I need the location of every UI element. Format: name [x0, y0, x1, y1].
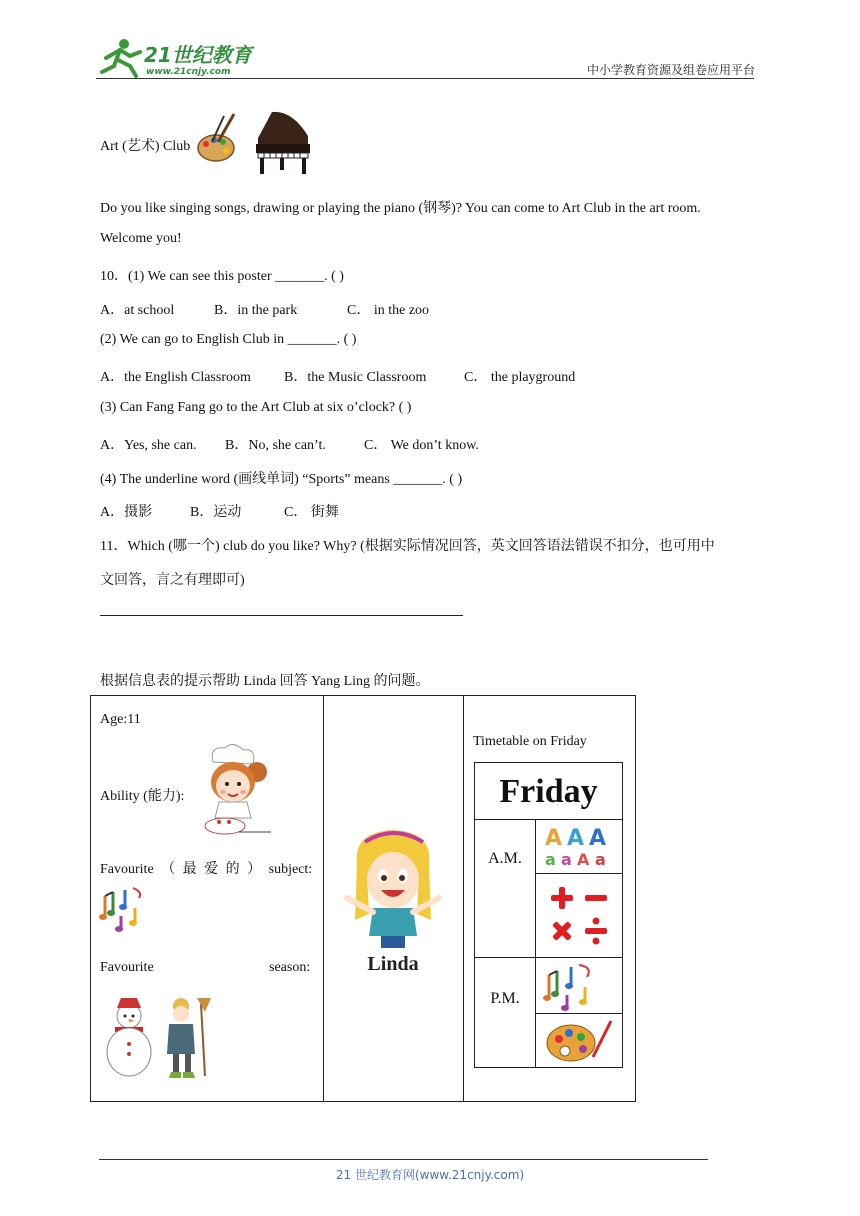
- site-logo: [96, 36, 256, 78]
- option-a[interactable]: A．the English Classroom: [100, 370, 251, 385]
- ability-label: Ability (能力):: [100, 789, 185, 804]
- english-abc-icon: [535, 819, 622, 874]
- palette-icon: [196, 112, 238, 167]
- q11-question-line1: 11．Which (哪一个) club do you like? Why? (根据实际情况回答，英文回答语法错误不扣分，也可用中: [100, 539, 715, 554]
- option-c[interactable]: C． 街舞: [284, 505, 339, 520]
- pm-label: P.M.: [475, 957, 536, 1067]
- timetable-title: Timetable on Friday: [473, 734, 587, 749]
- option-b[interactable]: B．No, she can’t.: [225, 438, 326, 453]
- favourite-subject-label: [100, 858, 314, 878]
- svg-text:A: A: [577, 850, 590, 869]
- timetable-day: Friday: [475, 763, 622, 820]
- logo-text: 21世纪教育: [144, 43, 252, 67]
- linda-character-icon: [333, 824, 453, 974]
- favourite-season-label-left: Favourite: [100, 960, 154, 975]
- q10-part4-question: (4) The underline word (画线单词) “Sports” means _______. ( ): [100, 472, 463, 487]
- poster-title: Art (艺术) Club: [100, 139, 191, 154]
- timetable-grid: [474, 762, 623, 1068]
- winter-snowman-icon: [101, 994, 219, 1084]
- info-column: [91, 696, 324, 1101]
- favourite-season-label-right: season:: [269, 960, 311, 975]
- svg-text:A: A: [589, 826, 607, 851]
- option-a[interactable]: A．at school: [100, 303, 175, 318]
- answer-line[interactable]: [100, 615, 463, 616]
- option-c[interactable]: C． in the zoo: [347, 303, 430, 318]
- header-platform-text: 中小学教育资源及组卷应用平台: [586, 63, 755, 77]
- age-label: Age:11: [100, 712, 141, 727]
- linda-name: Linda: [367, 953, 419, 974]
- profile-column: [323, 696, 464, 1101]
- svg-text:a: a: [561, 850, 572, 869]
- poster-text-line2: Welcome you!: [100, 231, 182, 246]
- section-instruction: 根据信息表的提示帮助 Linda 回答 Yang Ling 的问题。: [100, 674, 430, 689]
- svg-text:A: A: [545, 826, 563, 851]
- option-c[interactable]: C． We don’t know.: [364, 438, 479, 453]
- favourite-subject-text: Favourite （ 最 爱 的 ） subject:: [100, 862, 313, 877]
- music-notes-icon: [99, 886, 151, 932]
- poster-text-line1: Do you like singing songs, drawing or playing the piano (钢琴)? You can come to Art Club in the art room.: [100, 201, 701, 216]
- music-lesson-icon: [535, 957, 622, 1014]
- option-c[interactable]: C． the playground: [464, 370, 576, 385]
- am-label: A.M.: [475, 819, 536, 958]
- chef-girl-icon: [195, 742, 271, 838]
- svg-text:A: A: [567, 826, 585, 851]
- runner-icon: [102, 39, 140, 76]
- q11-question-line2: 文回答，言之有理即可): [100, 573, 245, 588]
- option-b[interactable]: B．in the park: [214, 303, 298, 318]
- option-a[interactable]: A．Yes, she can.: [100, 438, 197, 453]
- option-a[interactable]: A．摄影: [100, 505, 153, 520]
- piano-icon: [252, 108, 314, 176]
- q10-part1-question: 10．(1) We can see this poster _______. ( ): [100, 269, 344, 284]
- art-palette-icon: [535, 1013, 622, 1067]
- svg-text:a: a: [595, 850, 606, 869]
- q10-part2-question: (2) We can go to English Club in _______. ( ): [100, 332, 357, 347]
- logo-url: www.21cnjy.com: [146, 67, 231, 77]
- header-rule: [96, 78, 754, 79]
- footer-rule: [99, 1159, 708, 1160]
- q10-part3-question: (3) Can Fang Fang go to the Art Club at six o’clock? ( ): [100, 400, 412, 415]
- svg-text:a: a: [545, 850, 556, 869]
- maths-symbols-icon: [535, 873, 622, 958]
- option-b[interactable]: B．运动: [190, 505, 242, 520]
- option-b[interactable]: B．the Music Classroom: [284, 370, 427, 385]
- footer-text[interactable]: 21 世纪教育网(www.21cnjy.com): [335, 1168, 525, 1182]
